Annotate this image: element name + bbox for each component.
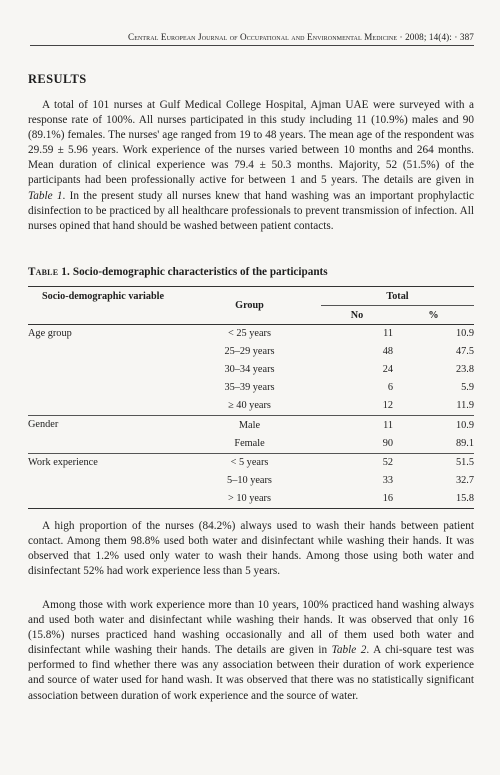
header-variable: Socio-demographic variable	[28, 287, 178, 325]
cell-group: 30–34 years	[224, 364, 275, 376]
table-row	[28, 397, 474, 416]
cell-group: ≥ 40 years	[228, 400, 271, 412]
results-paragraph-3	[28, 598, 474, 704]
paragraph-text: A total of 101 nurses at Gulf Medical College Hospital, Ajman UAE were surveyed with a response rate of 100%. All nurses participated in this study including 11 (10.9%) males and 90 (89.1%) females. The nurses' age ranged from 19 to 48 years. The mean age of the respondent was 29.59 ± 5.96 years. Work experience of the nurses varied between 10 months and 264 months. Mean duration of clinical experience was 79.4 ± 50.3 months. Majority, 52 (51.5%) of the participants had been professionally active for between 1 and 5 years. The details are given in	[28, 99, 474, 187]
cell-group: < 5 years	[178, 453, 321, 472]
table-reference: Table 1	[28, 189, 63, 202]
header-pct: %	[393, 306, 474, 325]
cell-pct: 32.7	[455, 474, 474, 486]
cell-variable	[28, 435, 178, 454]
cell-no: 52	[321, 453, 393, 472]
cell-variable: Age group	[28, 328, 72, 339]
cell-pct: 15.8	[393, 490, 474, 509]
table-caption-label: Table 1.	[28, 266, 71, 278]
header-no: No	[321, 306, 393, 325]
cell-no: 6	[387, 382, 393, 394]
cell-no: 33	[382, 474, 393, 486]
cell-group: 35–39 years	[224, 382, 275, 394]
header-total: Total	[321, 287, 474, 306]
cell-pct: 10.9	[393, 416, 474, 435]
results-paragraph-2: A high proportion of the nurses (84.2%) always used to wash their hands between patient contact. Among them 98.8% used both water and disinfectant while washing their hands. It was observed that 1.2% used only water to wash their hands. Among those using both water and disinfectant 52% had work experience less than 5 years.	[28, 520, 474, 578]
cell-no: 48	[382, 346, 393, 358]
cell-pct: 10.9	[455, 328, 474, 340]
table-row	[28, 435, 474, 454]
cell-group: Male	[178, 416, 321, 435]
cell-no: 24	[382, 364, 393, 376]
cell-variable	[28, 490, 178, 509]
cell-variable: Gender	[28, 416, 178, 435]
cell-no: 11	[383, 328, 393, 340]
paragraph-text: . In the present study all nurses knew that hand washing was an important prophylactic disinfection to be practiced by all healthcare professionals to prevent transmission of infection. All nurses opined that hand should be washed between patient contacts.	[28, 189, 474, 232]
cell-no: 11	[321, 416, 393, 435]
table-reference: Table 2	[331, 644, 367, 657]
paragraph-text: . A chi-square test was performed to find whether there was any association between their duration of work experience and source of water used for hand wash. It was observed that there was no statistically significant association between duration of work experience and the source of water.	[28, 644, 475, 702]
table-caption	[28, 266, 474, 278]
cell-variable: Work experience	[28, 453, 178, 472]
cell-variable	[28, 379, 178, 397]
table-row	[28, 379, 474, 397]
cell-no: 16	[321, 490, 393, 509]
cell-variable	[28, 472, 178, 490]
running-head: Central European Journal of Occupational and Environmental Medicine · 2008; 14(4): · 387	[30, 32, 474, 46]
cell-group: 5–10 years	[227, 474, 272, 486]
demographics-table	[28, 286, 474, 509]
table-row	[28, 490, 474, 509]
cell-group: < 25 years	[228, 328, 271, 340]
table-header-row	[28, 287, 474, 306]
cell-pct: 51.5	[393, 453, 474, 472]
cell-pct: 5.9	[461, 382, 474, 394]
table-row	[28, 416, 474, 435]
cell-variable	[28, 397, 178, 416]
cell-pct: 47.5	[455, 346, 474, 358]
table-row	[28, 361, 474, 379]
cell-group: 25–29 years	[224, 346, 275, 358]
cell-group: Female	[234, 437, 265, 449]
cell-variable	[28, 361, 178, 379]
cell-no: 12	[382, 400, 393, 412]
table-caption-text: Socio-demographic characteristics of the participants	[70, 266, 328, 278]
table-row	[28, 453, 474, 472]
cell-pct: 23.8	[455, 364, 474, 376]
table-row	[28, 472, 474, 490]
cell-no: 90	[382, 437, 393, 449]
table-row	[28, 325, 474, 344]
section-heading: RESULTS	[28, 72, 87, 86]
cell-group: > 10 years	[178, 490, 321, 509]
cell-variable	[28, 343, 178, 361]
cell-pct: 11.9	[456, 400, 474, 412]
cell-pct: 89.1	[455, 437, 474, 449]
paragraph-text: Among those with work experience more than 10 years, 100% practiced hand washing always and used both water and disinfectant while washing their hands. It was observed that only 16 (15.8%) nurses practiced hand washing occasionally and all of them used both water and disinfectant while washing their hands. The details are given in	[28, 599, 474, 657]
header-group: Group	[178, 287, 321, 325]
results-paragraph-1	[28, 98, 474, 234]
table-row	[28, 343, 474, 361]
